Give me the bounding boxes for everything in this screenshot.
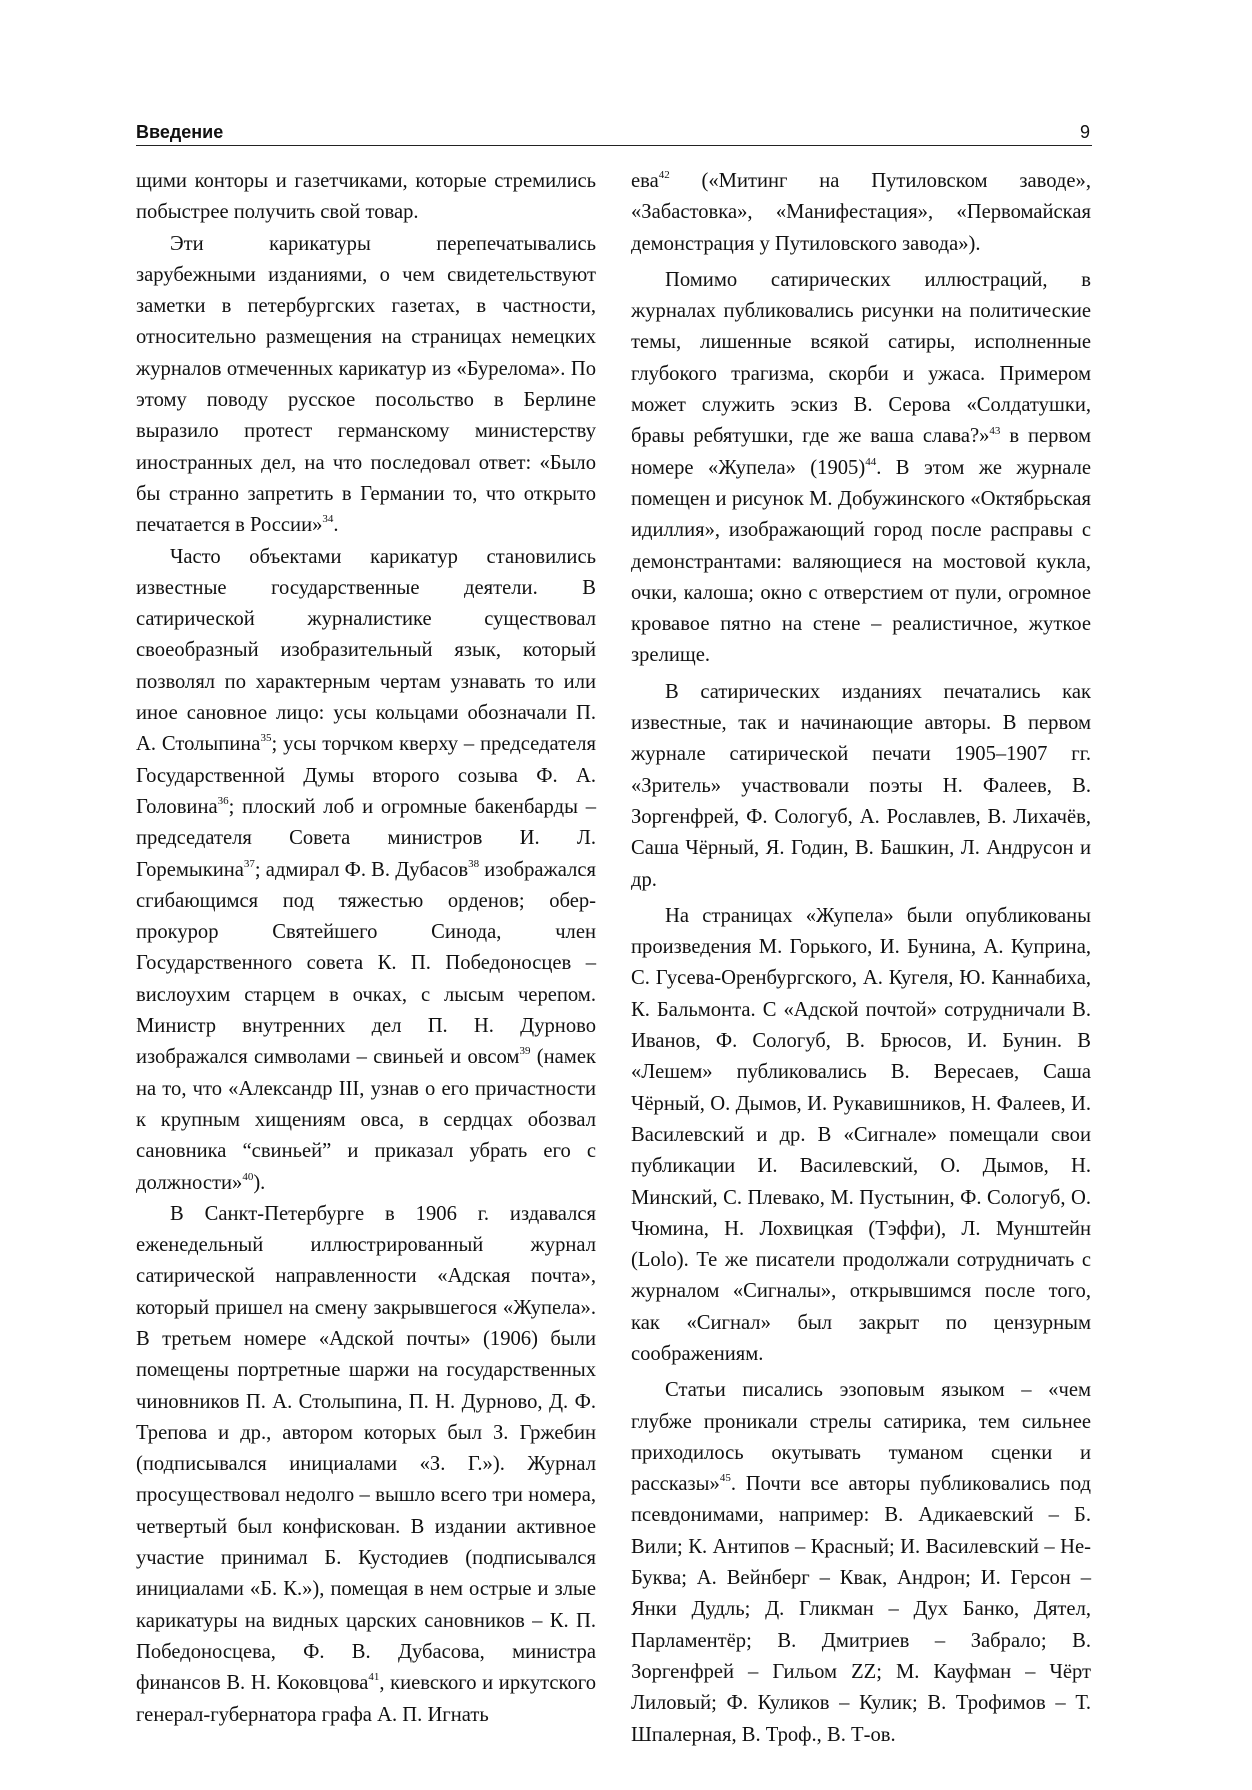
header-rule xyxy=(136,145,1092,146)
text-run: изображался сгибающимся под тяжестью орденов; обер-прокурор Святейшего Синода, член Государственного совета К. П. Победоносцев – вислоухим старцем в очках, с лысым черепом. Министр внутренних дел П. Н. Дурново изображался символами – свиньей и овсом xyxy=(136,858,596,1069)
text-run: ). xyxy=(253,1171,266,1194)
text-run: (намек на то, что «Александр III, узнав о его причастности к крупным хищениям овса, в сердцах обозвал сановника “свиньей” и приказал убрать его с должности» xyxy=(136,1046,596,1194)
footnote-ref: 35 xyxy=(260,732,272,745)
paragraph xyxy=(631,677,1091,896)
paragraph xyxy=(136,229,596,542)
text-run: В сатирических изданиях печатались как известные, так и начинающие авторы. В первом журнале сатирической печати 1905–1907 гг. «Зритель» участвовали поэты Н. Фалеев, В. Зоргенфрей, Ф. Сологуб, А. Рославлев, В. Лихачёв, Саша Чёрный, Я. Годин, В. Башкин, Л. Андрусон и др. xyxy=(631,680,1091,891)
text-run: ; адмирал Ф. В. Дубасов xyxy=(254,858,469,881)
text-run: ; усы торчком кверху – председателя Государственной Думы второго созыва Ф. А. Головина xyxy=(136,733,597,818)
text-run: В Санкт-Петербурге в 1906 г. издавался еженедельный иллюстрированный журнал сатирической направленности «Адская почта», который пришел на смену закрывшегося «Жупела». В третьем номере «Адской почты» (1906) были помещены портретные шаржи на государственных чиновников П. А. Столыпина, П. Н. Дурново, Д. Ф. Трепова и др., автором которых был З. Гржебин (подписывался инициалами «З. Г.»). Журнал просуществовал недолго – вышло всего три номера, четвертый был конфискован. В издании активное участие принимал Б. Кустодиев (подписывался инициалами «Б. К.»), помещая в нем острые и злые карикатуры на видных царских сановников – К. П. Победоносцева, Ф. В. Дубасова, министра финансов В. Н. Коковцова xyxy=(136,1202,596,1695)
text-run: Помимо сатирических иллюстраций, в журналах публиковались рисунки на политические темы, лишенные всякой сатиры, исполненные глубокого трагизма, скорби и ужаса. Примером может служить эскиз В. Серова «Солдатушки, бравы ребятушки, где же ваша слава?» xyxy=(631,268,1091,448)
paragraph xyxy=(631,1375,1091,1751)
text-run: На страницах «Жупела» были опубликованы произведения М. Горького, И. Бунина, А. Куприна, С. Гусева-Оренбургского, А. Кугеля, Ю. Каннабиха, К. Бальмонта. С «Адской почтой» сотрудничали В. Иванов, Ф. Сологуб, В. Брюсов, И. Бунин. В «Лешем» публиковались В. Вересаев, Саша Чёрный, О. Дымов, И. Рукавишников, Н. Фалеев, И. Василевский и др. В «Сигнале» помещали свои публикации И. Василевский, О. Дымов, Н. Минский, С. Плевако, М. Пустынин, Ф. Сологуб, О. Чюмина, Н. Лохвицкая (Тэффи), Л. Мунштейн (Lolo). Те же писатели продолжали сотрудничать с журналом «Сигналы», открывшимся после того, как «Сигнал» был закрыт по цензурным соображениям. xyxy=(631,904,1091,1365)
right-column xyxy=(631,166,1091,1751)
text-run: щими конторы и газетчиками, которые стремились побыстрее получить свой товар. xyxy=(136,170,596,224)
left-column xyxy=(136,166,596,1731)
footnote-ref: 36 xyxy=(217,795,229,808)
text-run: Часто объектами карикатур становились известные государственные деятели. В сатирической журналистике существовал своеобразный изобразительный язык, который позволял по характерным чертам узнавать то или иное сановное лицо: усы кольцами обозначали П. А. Столыпина xyxy=(136,545,596,756)
paragraph xyxy=(136,1199,596,1731)
footnote-ref: 39 xyxy=(519,1045,531,1058)
footnote-ref: 34 xyxy=(322,513,334,526)
footnote-ref: 42 xyxy=(658,169,670,182)
paragraph xyxy=(136,542,596,1199)
text-run: . В этом же журнале помещен и рисунок М. Добужинского «Октябрьская идиллия», изображающий город после расправы с демонстрантами: валяющиеся на мостовой кукла, очки, калоша; окно с отверстием от пули, огромное кровавое пятно на стене – реалистичное, жуткое зрелище. xyxy=(631,456,1091,667)
page-number: 9 xyxy=(1079,122,1090,142)
text-run: в первом номере «Жупела» (1905) xyxy=(631,425,1092,479)
footnote-ref: 44 xyxy=(865,455,877,468)
text-run: («Митинг на Путиловском заводе», «Забастовка», «Манифестация», «Первомайская демонстрация у Путиловского завода»). xyxy=(631,170,1091,255)
text-run: , киевского и иркутского генерал-губернатора графа А. П. Игнать xyxy=(136,1672,596,1726)
text-run: ева xyxy=(631,170,659,192)
paragraph xyxy=(136,166,596,229)
footnote-ref: 38 xyxy=(468,857,480,870)
text-run: . Почти все авторы публиковались под псевдонимами, например: В. Адикаевский – Б. Вили; К. Антипов – Красный; И. Василевский – Не-Буква; А. Вейнберг – Квак, Андрон; И. Герсон – Янки Дудль; Д. Гликман – Дух Банко, Дятел, Парламентёр; В. Дмитриев – Забрало; В. Зоргенфрей – Гильом ZZ; М. Кауфман – Чёрт Лиловый; Ф. Куликов – Кулик; В. Трофимов – Т. Шпалерная, В. Троф., В. Т-ов. xyxy=(631,1473,1091,1746)
text-run: Эти карикатуры перепечатывались зарубежными изданиями, о чем свидетельствуют заметки в петербургских газетах, в частности, относительно размещения на страницах немецких журналов отмеченных карикатур из «Бурелома». По этому поводу русское посольство в Берлине выразило протест германскому министерству иностранных дел, на что последовал ответ: «Было бы странно запретить в Германии то, что открыто печатается в России» xyxy=(136,232,596,537)
paragraph xyxy=(631,901,1091,1370)
footnote-ref: 37 xyxy=(243,857,255,870)
text-run: ; плоский лоб и огромные бакенбарды – председателя Совета министров И. Л. Горемыкина xyxy=(136,795,596,881)
footnote-ref: 40 xyxy=(242,1170,254,1183)
footnote-ref: 43 xyxy=(989,424,1001,437)
paragraph xyxy=(631,166,1091,260)
footnote-ref: 45 xyxy=(719,1472,731,1485)
text-run: Статьи писались эзоповым языком – «чем глубже проникали стрелы сатирика, тем сильнее приходилось окутывать туманом сценки и рассказы» xyxy=(631,1379,1091,1496)
paragraph xyxy=(631,265,1091,672)
text-run: . xyxy=(333,514,339,537)
footnote-ref: 41 xyxy=(368,1671,380,1684)
section-title: Введение xyxy=(136,122,224,142)
